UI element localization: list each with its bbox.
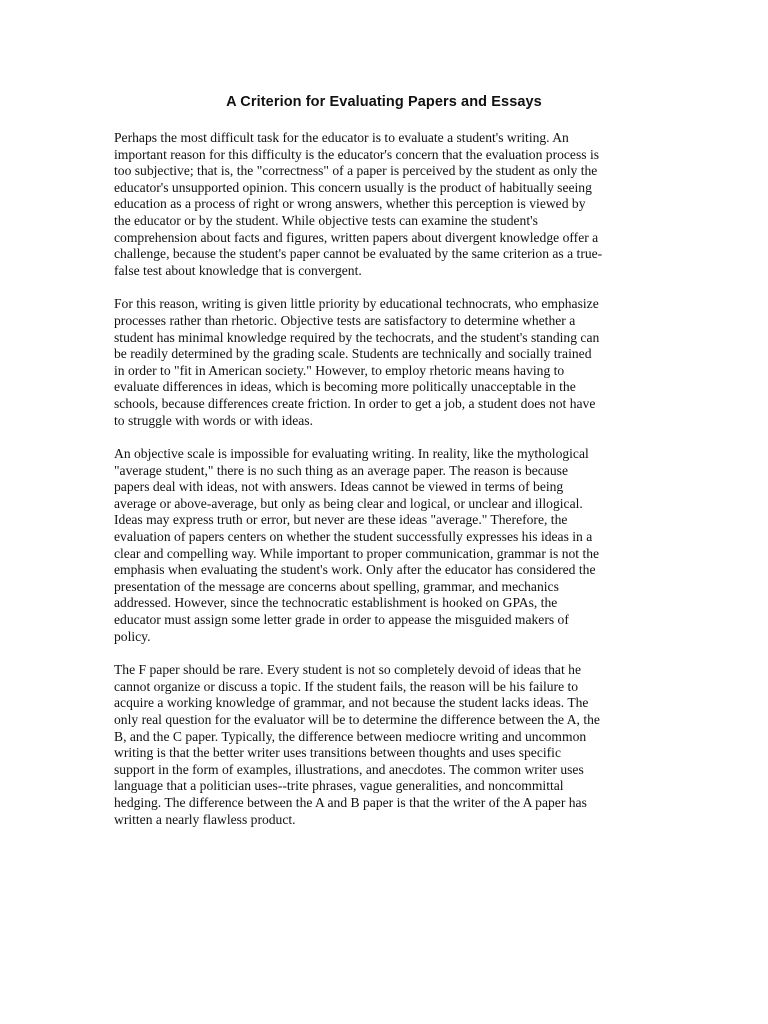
paragraph-line: evaluate differences in ideas, which is becoming more politically unacceptable in the <box>114 379 576 395</box>
paragraph-line: cannot organize or discuss a topic. If the student fails, the reason will be his failure to <box>114 678 579 694</box>
paragraph-line: written a nearly flawless product. <box>114 811 296 827</box>
paragraph-line: too subjective; that is, the "correctness" of a paper is perceived by the student as only the <box>114 163 598 179</box>
paragraph-line: schools, because differences create friction. In order to get a job, a student does not have <box>114 395 596 411</box>
paragraph-line: student has minimal knowledge required by the techocrats, and the student's standing can <box>114 329 600 345</box>
paragraph-line: education as a process of right or wrong answers, whether this perception is viewed by <box>114 196 586 212</box>
paragraph-line: evaluation of papers centers on whether the student successfully expresses his ideas in a <box>114 529 593 545</box>
paragraph-line: the educator or by the student. While objective tests can examine the student's <box>114 212 538 228</box>
paragraph-line: to struggle with words or with ideas. <box>114 412 313 428</box>
paragraph-line: educator's unsupported opinion. This concern usually is the product of habitually seeing <box>114 179 592 195</box>
paragraph-line: language that a politician uses--trite phrases, vague generalities, and noncommittal <box>114 778 564 794</box>
paragraph-line: papers deal with ideas, not with answers. Ideas cannot be viewed in terms of being <box>114 479 564 495</box>
paragraph-line: The F paper should be rare. Every student is not so completely devoid of ideas that he <box>114 662 581 678</box>
paragraph-line: Ideas may express truth or error, but never are these ideas "average." Therefore, the <box>114 512 568 528</box>
paragraph-line: "average student," there is no such thing as an average paper. The reason is because <box>114 462 568 478</box>
paragraph-line: educator must assign some letter grade in order to appease the misguided makers of <box>114 612 569 628</box>
paragraph-line: acquire a working knowledge of grammar, and not because the student lacks ideas. The <box>114 695 589 711</box>
paragraph-line: clear and compelling way. While important to proper communication, grammar is not the <box>114 545 600 561</box>
paragraph-line: average or above-average, but only as being clear and logical, or unclear and illogical. <box>114 495 583 511</box>
body-paragraph <box>114 446 660 645</box>
body-paragraph <box>114 296 660 429</box>
document-body <box>114 130 660 845</box>
paragraph-line: An objective scale is impossible for evaluating writing. In reality, like the mythological <box>114 446 589 462</box>
paragraph-line: B, and the C paper. Typically, the difference between mediocre writing and uncommon <box>114 728 587 744</box>
body-paragraph <box>114 662 660 828</box>
paragraph-line: emphasis when evaluating the student's work. Only after the educator has considered the <box>114 562 596 578</box>
paragraph-line: presentation of the message are concerns about spelling, grammar, and mechanics <box>114 578 559 594</box>
paragraph-line: comprehension about facts and figures, written papers about divergent knowledge offer a <box>114 229 599 245</box>
document-title: A Criterion for Evaluating Papers and Essays <box>226 94 542 110</box>
paragraph-line: in order to "fit in American society." However, to employ rhetoric means having to <box>114 362 565 378</box>
paragraph-line: false test about knowledge that is convergent. <box>114 262 362 278</box>
paragraph-line: processes rather than rhetoric. Objective tests are satisfactory to determine whether a <box>114 312 576 328</box>
paragraph-line: hedging. The difference between the A and B paper is that the writer of the A paper has <box>114 794 587 810</box>
paragraph-line: Perhaps the most difficult task for the educator is to evaluate a student's writing. An <box>114 130 569 145</box>
paragraph-line: be readily determined by the grading scale. Students are technically and socially trained <box>114 346 592 362</box>
paragraph-line: addressed. However, since the technocratic establishment is hooked on GPAs, the <box>114 595 558 611</box>
paragraph-line: only real question for the evaluator will be to determine the difference between the A, the <box>114 712 600 727</box>
paragraph-line: policy. <box>114 628 151 644</box>
paragraph-line: important reason for this difficulty is the educator's concern that the evaluation process is <box>114 146 600 162</box>
paragraph-line: challenge, because the student's paper cannot be evaluated by the same criterion as a true- <box>114 246 603 262</box>
body-paragraph <box>114 130 660 279</box>
paragraph-line: For this reason, writing is given little priority by educational technocrats, who emphasize <box>114 296 599 312</box>
paragraph-line: support in the form of examples, illustrations, and anecdotes. The common writer uses <box>114 761 584 777</box>
paragraph-line: writing is that the better writer uses transitions between thoughts and uses specific <box>114 745 561 761</box>
